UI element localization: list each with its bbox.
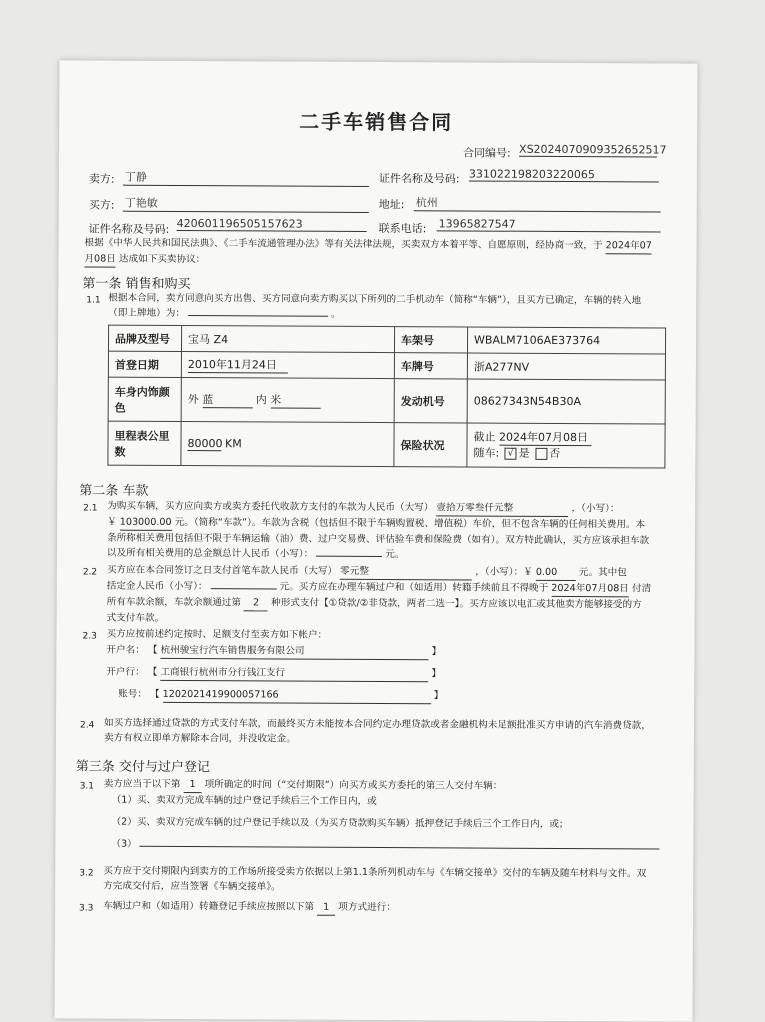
interior-color: 米	[270, 391, 320, 408]
c31-l1b: 项所确定的时间（“交付期限”）向买方或买方委托的第三人交付车辆：	[204, 779, 503, 792]
exterior-color: 蓝	[202, 391, 252, 408]
bracket-close: 】	[431, 668, 442, 680]
c21-yuan-sign: ￥	[107, 516, 117, 528]
account-no-row	[118, 687, 443, 705]
article-2-title: 第二条 车款	[79, 483, 149, 499]
clause-3-3	[103, 899, 396, 917]
c31-option-2: （2）买、卖双方完成车辆的过户登记手续以及（为买方贷款购买车辆）抵押登记手续后三个工作日内，或；	[111, 816, 569, 831]
mileage-unit: KM	[224, 436, 242, 450]
c22-l1a: 买方应在本合同签订之日支付首笔车款人民币（大写）	[106, 564, 338, 577]
color-label: 车身内饰颜色	[108, 377, 181, 421]
c22-l1c: 元。其中包	[578, 567, 627, 579]
plate-label: 车牌号	[394, 353, 467, 379]
address-value: 杭州	[414, 194, 661, 212]
engine-value: 08627343N54B30A	[467, 379, 665, 424]
bracket-open: 【	[147, 644, 158, 656]
account-name-row	[106, 643, 441, 661]
exterior-prefix: 外	[187, 393, 199, 407]
c21-lower-amount: 103000.00	[120, 515, 172, 531]
c21-upper-amount: 壹拾万零叁仟元整	[436, 500, 568, 517]
clause-3-3-num: 3.3	[79, 903, 94, 914]
seller-id-label: 证件名称及号码:	[378, 172, 460, 186]
bank-row	[106, 665, 441, 683]
c22-deadline: 2024年07月08日	[551, 581, 629, 597]
registration-place-blank	[188, 315, 328, 317]
c33-l1b: 项方式进行：	[338, 901, 396, 914]
clause-2-2	[107, 563, 652, 629]
c22-l4: 式支付车款。	[106, 612, 165, 624]
brand-value: 宝马 Z4	[181, 325, 394, 352]
c31-option-3-row	[111, 837, 659, 855]
clause-2-2-num: 2.2	[82, 567, 98, 578]
buyer-id-label: 证件名称及号码:	[88, 222, 170, 236]
c22-l3a: 所有车款余额，车款余额通过第	[106, 596, 242, 609]
mileage-value: 80000	[187, 436, 223, 450]
bracket-close: 】	[431, 646, 442, 658]
reg-date-value: 2010年11月24日	[188, 356, 288, 374]
c21-total-blank	[316, 556, 382, 557]
c31-option-3: （3）	[111, 838, 137, 850]
clause-2-4-num: 2.4	[80, 720, 95, 731]
vin-label: 车架号	[394, 327, 467, 353]
yes-label: 是	[518, 446, 530, 460]
article-1-title: 第一条 销售和购买	[82, 276, 191, 293]
account-name-value: 杭州骏宝行汽车销售服务有限公司	[160, 643, 428, 660]
c21-l4a: 以及所有相关费用的总金额总计人民币（小写）：	[106, 547, 314, 560]
buyer-label: 买方:	[88, 198, 115, 212]
contract-paper	[54, 60, 697, 1021]
vin-value: WBALM7106AE373764	[467, 327, 665, 354]
preamble-line2: 达成如下买卖协议：	[118, 253, 206, 266]
insurance-cell	[467, 423, 665, 468]
c32-l1: 买方应于交付期限内到卖方的工作场所接受卖方依据以上第1.1条所列机动车与《车辆交接单》交付的车辆及随车材料与文件。双	[103, 865, 647, 880]
c21-l1a: 为购买车辆，买方应向卖方或卖方委托代收款方支付的车款为人民币（大写）	[107, 500, 434, 514]
insurance-date-prefix: 截止	[473, 430, 496, 444]
clause-3-2-num: 3.2	[79, 868, 94, 879]
mileage-cell	[181, 421, 394, 466]
preamble-date-a: 2024年07	[606, 238, 652, 254]
seller-id-value: 331022198203220065	[469, 167, 659, 182]
c22-payment-option: 2	[244, 595, 268, 611]
mileage-label: 里程表公里数	[108, 421, 181, 465]
brand-label: 品牌及型号	[108, 325, 181, 351]
clause-2-4	[104, 716, 651, 749]
deposit-blank	[211, 588, 277, 589]
clause-3-2	[103, 864, 646, 897]
c24-l1: 如买方选择通过贷款的方式支付车款，而最终买方未能按本合同约定办理贷款或者金融机构未足额批准买方申请的汽车消费贷款，	[104, 717, 651, 732]
interior-prefix: 内	[255, 393, 267, 407]
account-no-value: 1202021419900057166	[163, 687, 431, 704]
clause-1-1-line2: （即上牌地）为：	[108, 307, 185, 319]
bracket-open: 【	[147, 666, 158, 678]
insurance-label: 保险状况	[394, 423, 467, 467]
c21-l1b: ，（小写）：	[571, 503, 620, 515]
preamble-line1: 根据《中华人民共和国民法典》、《二手车流通管理办法》等有关法律法规，买卖双方本着平等、自愿原则，经协商一致，于	[84, 237, 603, 252]
account-name-label: 开户名：	[106, 644, 145, 656]
phone-label: 联系电话:	[378, 222, 427, 236]
clause-2-1-num: 2.1	[83, 503, 98, 514]
contract-title: 二手车销售合同	[299, 109, 454, 135]
c21-l2b: 元。（简称“车款”）。车款为含税（包括但不限于车辆购置税、增值税）车价，但不包含车辆的任何相关费用。本	[174, 516, 646, 531]
bracket-open: 【	[150, 688, 160, 700]
clause-2-1	[107, 499, 649, 564]
vehicle-table	[107, 325, 666, 469]
clause-1-1: 根据本合同，卖方同意向买方出售、买方同意向卖方购买以下所列的二手机动车（简称“车辆”），且买方已确定，车辆的转入地 （即上牌地）为： 。	[108, 292, 642, 320]
c22-l2c: 付清	[631, 583, 652, 595]
c31-option-1: （1）买、卖双方完成车辆的过户登记手续后三个工作日内，或	[111, 794, 377, 808]
seller-label: 卖方:	[88, 172, 115, 186]
clause-1-1-line1: 根据本合同，卖方同意向买方出售、买方同意向卖方购买以下所列的二手机动车（简称“车辆”），且买方已确定，车辆的转入地	[108, 292, 642, 307]
c33-option: 1	[317, 900, 335, 916]
preamble	[84, 235, 652, 270]
c22-l2b: 元。买方应在办理车辆过户和（如适用）转籍手续前且不得晚于	[279, 581, 549, 594]
seller-value: 丁静	[123, 169, 369, 187]
no-checkbox[interactable]	[535, 448, 547, 460]
account-no-label: 账号：	[118, 688, 148, 700]
c32-l2: 方完成交付后，应当签署《车辆交接单》。	[103, 880, 281, 893]
phone-value: 13965827547	[437, 217, 661, 232]
bracket-close: 】	[433, 690, 444, 702]
c21-l3: 条所称相关费用包括但不限于车辆运输（油）费、过户交易费、评估验车费和保险费（如有）。双方特此确认，买方应该承担车款	[106, 532, 650, 547]
contract-no-value: XS2024070909352652517	[519, 142, 667, 157]
insurance-date: 2024年07月08日	[499, 430, 591, 446]
c24-l2: 卖方有权立即单方解除本合同，并没收定金。	[103, 732, 296, 745]
buyer-value: 丁艳敏	[123, 195, 369, 213]
buyer-id-value: 420601196505157623	[177, 217, 367, 232]
contract-no-label: 合同编号:	[462, 146, 511, 160]
c22-lower-amount: 0.00	[536, 565, 576, 581]
c22-l1b: ，（小写）：￥	[475, 566, 533, 578]
color-cell	[181, 377, 394, 422]
c31-option-3-blank	[140, 846, 660, 850]
c22-upper-amount: 零元整	[340, 564, 472, 581]
bank-value: 工商银行杭州市分行钱江支行	[160, 665, 428, 682]
reg-date-label: 首登日期	[108, 351, 181, 377]
engine-label: 发动机号	[394, 379, 467, 423]
with-car-label: 随车:	[473, 446, 500, 460]
c33-l1a: 车辆过户和（如适用）转籍登记手续应按照以下第	[103, 900, 315, 913]
c31-l1a: 卖方应当于以下第	[103, 778, 181, 790]
clause-2-3-num: 2.3	[82, 631, 97, 642]
c31-option: 1	[183, 777, 201, 793]
c22-l2a: 括定金人民币（小写）：	[106, 580, 208, 593]
clause-1-1-num: 1.1	[86, 295, 101, 306]
reg-date-cell	[181, 351, 394, 378]
preamble-date-b: 月08日	[84, 251, 115, 267]
bank-label: 开户行：	[106, 666, 145, 678]
c22-l3b: 种形式支付【①贷款/②非贷款，两者二选一】。买方应该以电汇或其他卖方能够接受的方	[271, 597, 642, 611]
c21-l4b: 元。	[385, 549, 405, 561]
address-label: 地址:	[378, 198, 405, 212]
clause-2-3-line1: 买方应按前述约定按时、足额支付至卖方如下帐户：	[106, 628, 328, 641]
plate-value: 浙A277NV	[467, 353, 665, 380]
no-label: 否	[549, 446, 561, 460]
clause-3-1-num: 3.1	[79, 781, 95, 792]
article-3-title: 第三条 交付与过户登记	[75, 759, 210, 776]
yes-checkbox[interactable]: √	[505, 448, 517, 460]
